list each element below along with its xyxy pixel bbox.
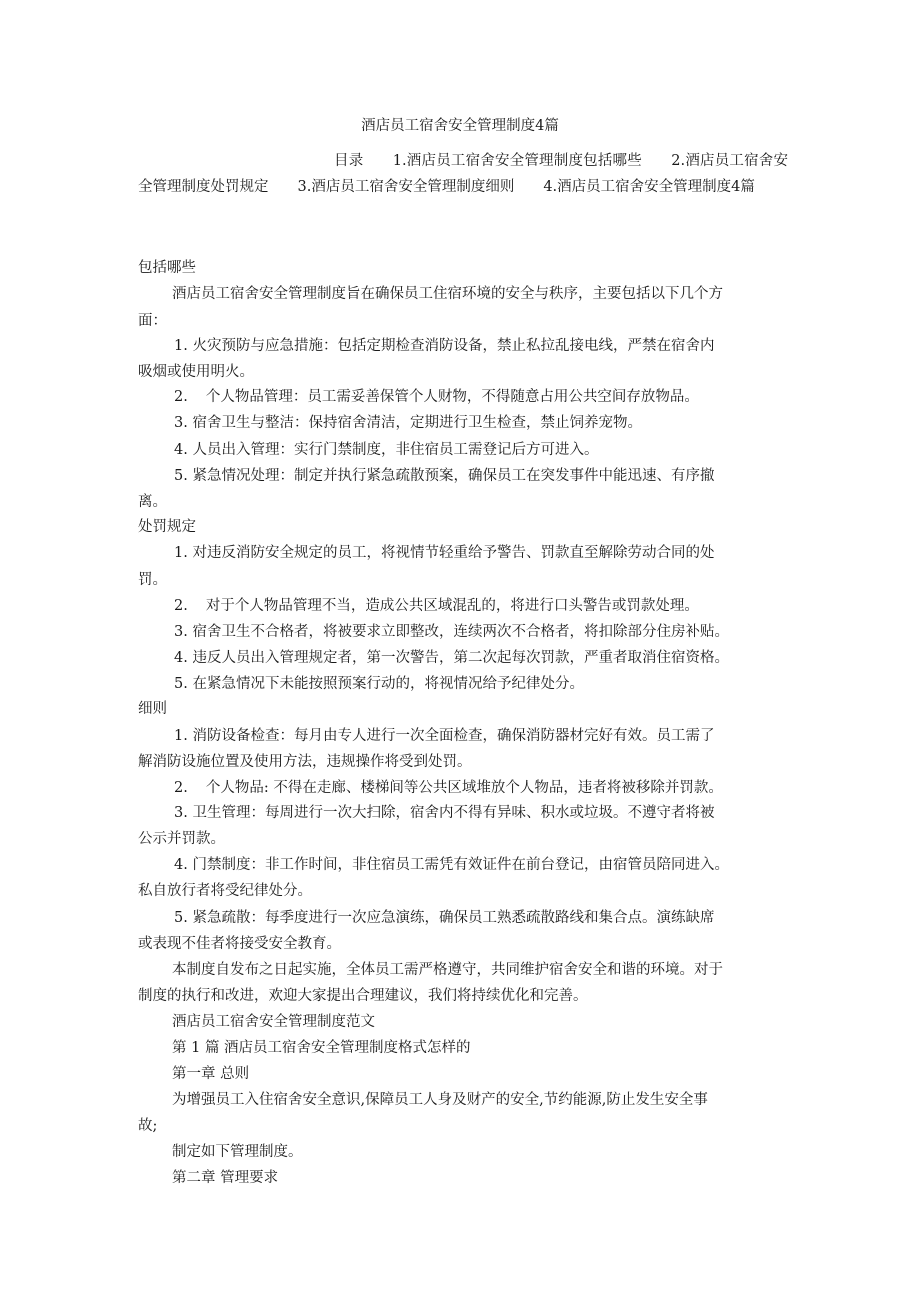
list-number: 2. — [174, 598, 188, 614]
article-title: 第 1 篇 酒店员工宿舍安全管理制度格式怎样的 — [172, 1040, 471, 1056]
paragraph-line: 故; — [138, 1118, 158, 1134]
list-item-line: 1. 对违反消防安全规定的员工，将视情节轻重给予警告、罚款直至解除劳动合同的处 — [174, 545, 715, 561]
list-item-line: 罚。 — [138, 572, 167, 588]
list-item-line: 5. 紧急疏散：每季度进行一次应急演练，确保员工熟悉疏散路线和集合点。演练缺席 — [174, 910, 715, 926]
list-item-line: 吸烟或使用明火。 — [138, 364, 254, 380]
list-text: 对于个人物品管理不当，造成公共区域混乱的，将进行口头警告或罚款处理。 — [205, 598, 699, 614]
list-item-line: 4. 门禁制度：非工作时间，非住宿员工需凭有效证件在前台登记，由宿管员陪同进入。 — [174, 857, 729, 873]
paragraph-line: 制定如下管理制度。 — [172, 1144, 303, 1160]
section-heading-penalty: 处罚规定 — [138, 519, 196, 535]
paragraph-line: 制度的执行和改进，欢迎大家提出合理建议，我们将持续优化和完善。 — [138, 988, 588, 1004]
sample-title: 酒店员工宿舍安全管理制度范文 — [172, 1014, 375, 1030]
list-item: 4. 违反人员出入管理规定者，第一次警告，第二次起每次罚款，严重者取消住宿资格。 — [174, 650, 729, 666]
list-item: 5. 在紧急情况下未能按照预案行动的，将视情况给予纪律处分。 — [174, 676, 584, 692]
list-item: 3. 宿舍卫生不合格者，将被要求立即整改，连续两次不合格者，将扣除部分住房补贴。 — [174, 624, 729, 640]
paragraph-line: 面： — [138, 313, 167, 329]
list-number: 2. — [174, 389, 188, 405]
list-item-line: 公示并罚款。 — [138, 831, 225, 847]
list-item-line: 或表现不佳者将接受安全教育。 — [138, 936, 341, 952]
list-item-line: 1. 消防设备检查：每月由专人进行一次全面检查，确保消防器材完好有效。员工需了 — [174, 728, 715, 744]
list-item — [174, 778, 723, 798]
list-item — [174, 596, 699, 616]
paragraph-line: 酒店员工宿舍安全管理制度旨在确保员工住宿环境的安全与秩序，主要包括以下几个方 — [172, 286, 723, 302]
section-heading-include: 包括哪些 — [138, 260, 196, 276]
list-number: 2. — [174, 780, 188, 796]
section-heading-rules: 细则 — [138, 701, 167, 717]
list-text: 个人物品管理：员工需妥善保管个人财物，不得随意占用公共空间存放物品。 — [205, 389, 699, 405]
list-item: 3. 宿舍卫生与整洁：保持宿舍清洁，定期进行卫生检查，禁止饲养宠物。 — [174, 415, 642, 431]
list-item — [174, 387, 699, 407]
list-text: 个人物品: 不得在走廊、楼梯间等公共区域堆放个人物品，违者将被移除并罚款。 — [205, 780, 723, 796]
paragraph-line: 本制度自发布之日起实施，全体员工需严格遵守，共同维护宿舍安全和谐的环境。对于 — [172, 962, 723, 978]
list-item-line: 3. 卫生管理：每周进行一次大扫除，宿舍内不得有异味、积水或垃圾。不遵守者将被 — [174, 805, 715, 821]
list-item-line: 1. 火灾预防与应急措施：包括定期检查消防设备，禁止私拉乱接电线，严禁在宿舍内 — [174, 338, 715, 354]
list-item: 4. 人员出入管理：实行门禁制度，非住宿员工需登记后方可进入。 — [174, 442, 599, 458]
document-title: 酒店员工宿舍安全管理制度4篇 — [361, 118, 559, 134]
paragraph-line: 为增强员工入住宿舍安全意识,保障员工人身及财产的安全,节约能源,防止发生安全事 — [172, 1092, 708, 1108]
list-item-line: 离。 — [138, 494, 167, 510]
list-item-line: 私自放行者将受纪律处分。 — [138, 883, 312, 899]
list-item-line: 5. 紧急情况处理：制定并执行紧急疏散预案，确保员工在突发事件中能迅速、有序撤 — [174, 468, 715, 484]
chapter-heading: 第一章 总则 — [172, 1066, 250, 1082]
table-of-contents: 目录 1.酒店员工宿舍安全管理制度包括哪些 2.酒店员工宿舍安全管理制度处罚规定 3.酒店员工宿舍安全管理制度细则 4.酒店员工宿舍安全管理制度4篇 — [138, 153, 788, 195]
chapter-heading: 第二章 管理要求 — [172, 1170, 279, 1186]
list-item-line: 解消防设施位置及使用方法，违规操作将受到处罚。 — [138, 754, 472, 770]
